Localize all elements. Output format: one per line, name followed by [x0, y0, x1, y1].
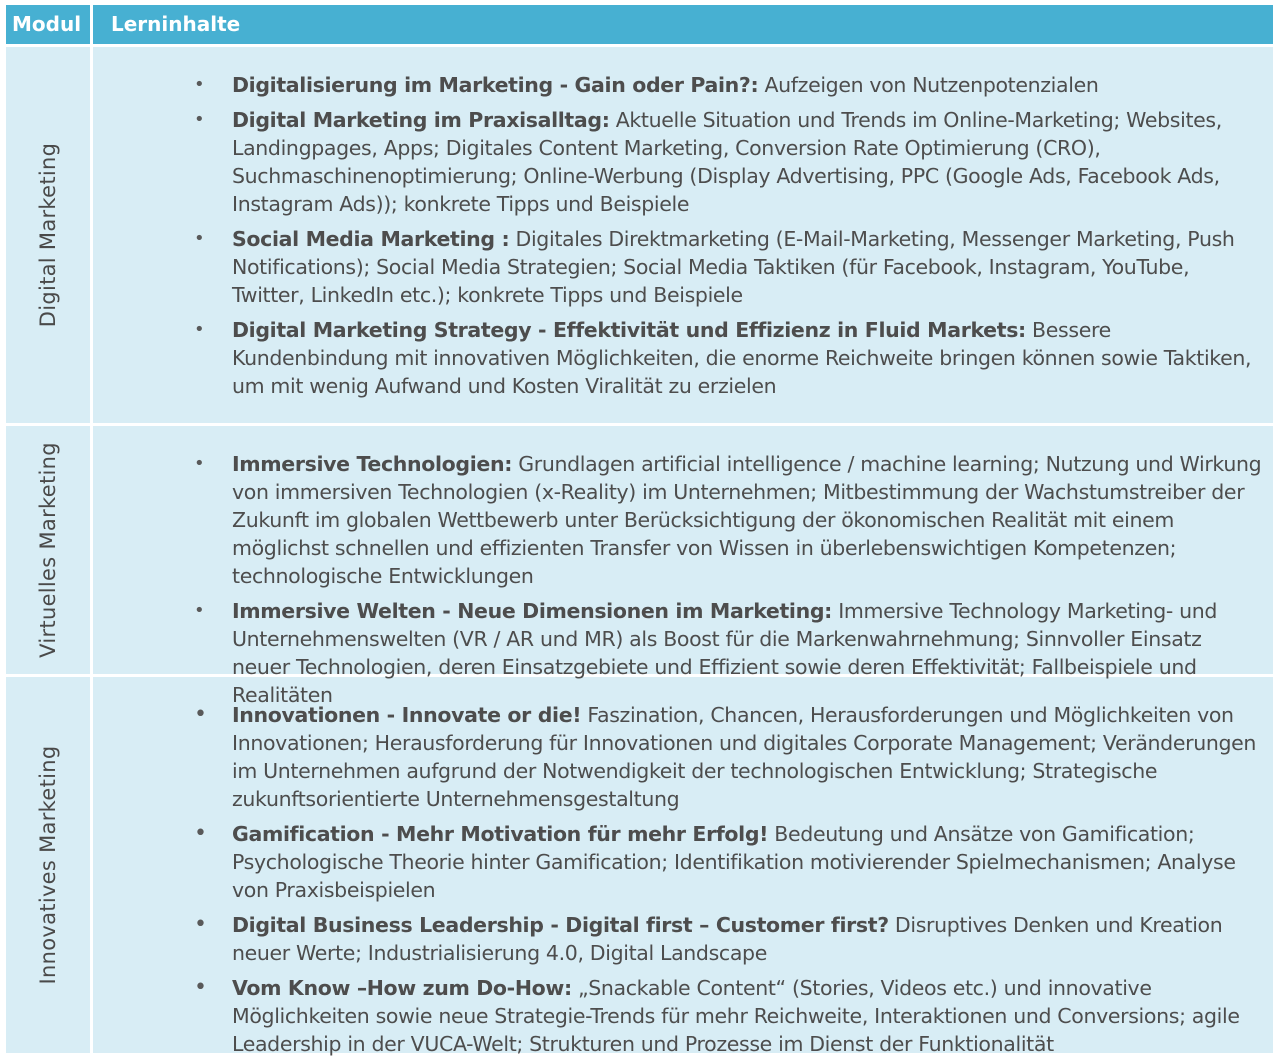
bullet-list [93, 701, 1263, 1058]
curriculum-table [6, 5, 1273, 1056]
item-text: Aktuelle Situation und Trends im Online-Marketing; Websites, Landingpages, Apps; Digitales Content Marketing, Conversion Rate Optimierung (CRO), Suchmaschinenoptimierung; Online-Werbung (Display Advertising, PPC (Google Ads, Facebook Ads, Instagram Ads)); konkrete Tipps und Beispiele [232, 108, 1222, 216]
list-item [93, 225, 1263, 309]
list-item [93, 450, 1263, 590]
item-title: Digitalisierung im Marketing - Gain oder Pain?: [232, 73, 759, 97]
module-label [6, 47, 93, 423]
list-item [93, 71, 1263, 99]
list-item [93, 974, 1263, 1058]
module-content [93, 47, 1273, 423]
module-content [93, 426, 1273, 707]
list-item [93, 820, 1263, 904]
item-text: Immersive Technology Marketing- und Unternehmenswelten (VR / AR und MR) als Boost für die Markenwahrnehmung; Sinnvoller Einsatz neuer Technologien, deren Einsatzgebiete und Effizient sowie deren Effektivität; Fallbeispiele und Realitäten [232, 599, 1218, 707]
list-item [93, 911, 1263, 967]
module-name: Digital Marketing [36, 142, 60, 328]
list-item [93, 106, 1263, 218]
module-virtuelles-marketing [6, 426, 1273, 707]
item-title: Innovationen - Innovate or die! [232, 703, 582, 727]
item-text: Faszination, Chancen, Herausforderungen und Möglichkeiten von Innovationen; Herausforderung für Innovationen und digitales Corporate Management; Veränderungen im Unternehmen aufgrund der Notwendigkeit der technologischen Entwicklung; Strategische zukunftsorientierte Unternehmensgestaltung [232, 703, 1257, 811]
item-title: Social Media Marketing : [232, 227, 510, 251]
header-module: Modul [6, 5, 93, 44]
item-title: Digital Business Leadership - Digital first – Customer first? [232, 913, 889, 937]
list-item [93, 701, 1263, 813]
module-name: Virtuelles Marketing [36, 442, 60, 658]
item-title: Gamification - Mehr Motivation für mehr Erfolg! [232, 822, 769, 846]
item-text: „Snackable Content“ (Stories, Videos etc.) und innovative Möglichkeiten sowie neue Strategie-Trends für mehr Reichweite, Interaktionen und Conversions; agile Leadership in der VUCA-Welt; Strukturen und Prozesse im Dienst der Funktionalität [232, 976, 1240, 1056]
list-item [93, 597, 1263, 709]
list-item [93, 316, 1263, 400]
module-digital-marketing [6, 47, 1273, 426]
bullet-list [93, 71, 1263, 400]
item-title: Immersive Welten - Neue Dimensionen im Marketing: [232, 599, 833, 623]
item-title: Immersive Technologien: [232, 452, 513, 476]
module-innovatives-marketing [6, 677, 1273, 1056]
item-title: Digital Marketing im Praxisalltag: [232, 108, 610, 132]
item-text: Grundlagen artificial intelligence / machine learning; Nutzung und Wirkung von immersiven Technologien (x-Reality) im Unternehmen; Mitbestimmung der Wachstumstreiber der Zukunft im globalen Wettbewerb unter Berücksichtigung der ökonomischen Realität mit einem möglichst schnellen und effizienten Transfer von Wissen in überlebenswichtigen Kompetenzen; technologische Entwicklungen [232, 452, 1262, 588]
module-content [93, 677, 1273, 1056]
module-name: Innovatives Marketing [36, 745, 60, 985]
item-title: Vom Know –How zum Do-How: [232, 976, 572, 1000]
item-text: Disruptives Denken und Kreation neuer Werte; Industrialisierung 4.0, Digital Landscape [232, 913, 1223, 965]
module-label [6, 426, 93, 674]
header-content: Lerninhalte [111, 12, 241, 36]
item-text: Bessere Kundenbindung mit innovativen Möglichkeiten, die enorme Reichweite bringen können sowie Taktiken, um mit wenig Aufwand und Kosten Viralität zu erzielen [232, 318, 1252, 398]
item-text: Bedeutung und Ansätze von Gamification; Psychologische Theorie hinter Gamification; Identifikation motivierender Spielmechanismen; Analyse von Praxisbeispielen [232, 822, 1236, 902]
module-label [6, 677, 93, 1053]
table-header [6, 5, 1273, 47]
item-text: Aufzeigen von Nutzenpotenzialen [758, 73, 1099, 97]
bullet-list [93, 450, 1263, 709]
item-title: Digital Marketing Strategy - Effektivität und Effizienz in Fluid Markets: [232, 318, 1026, 342]
item-text: Digitales Direktmarketing (E-Mail-Marketing, Messenger Marketing, Push Notifications); Social Media Strategien; Social Media Taktiken (für Facebook, Instagram, YouTube, Twitter, LinkedIn etc.); konkrete Tipps und Beispiele [232, 227, 1235, 307]
